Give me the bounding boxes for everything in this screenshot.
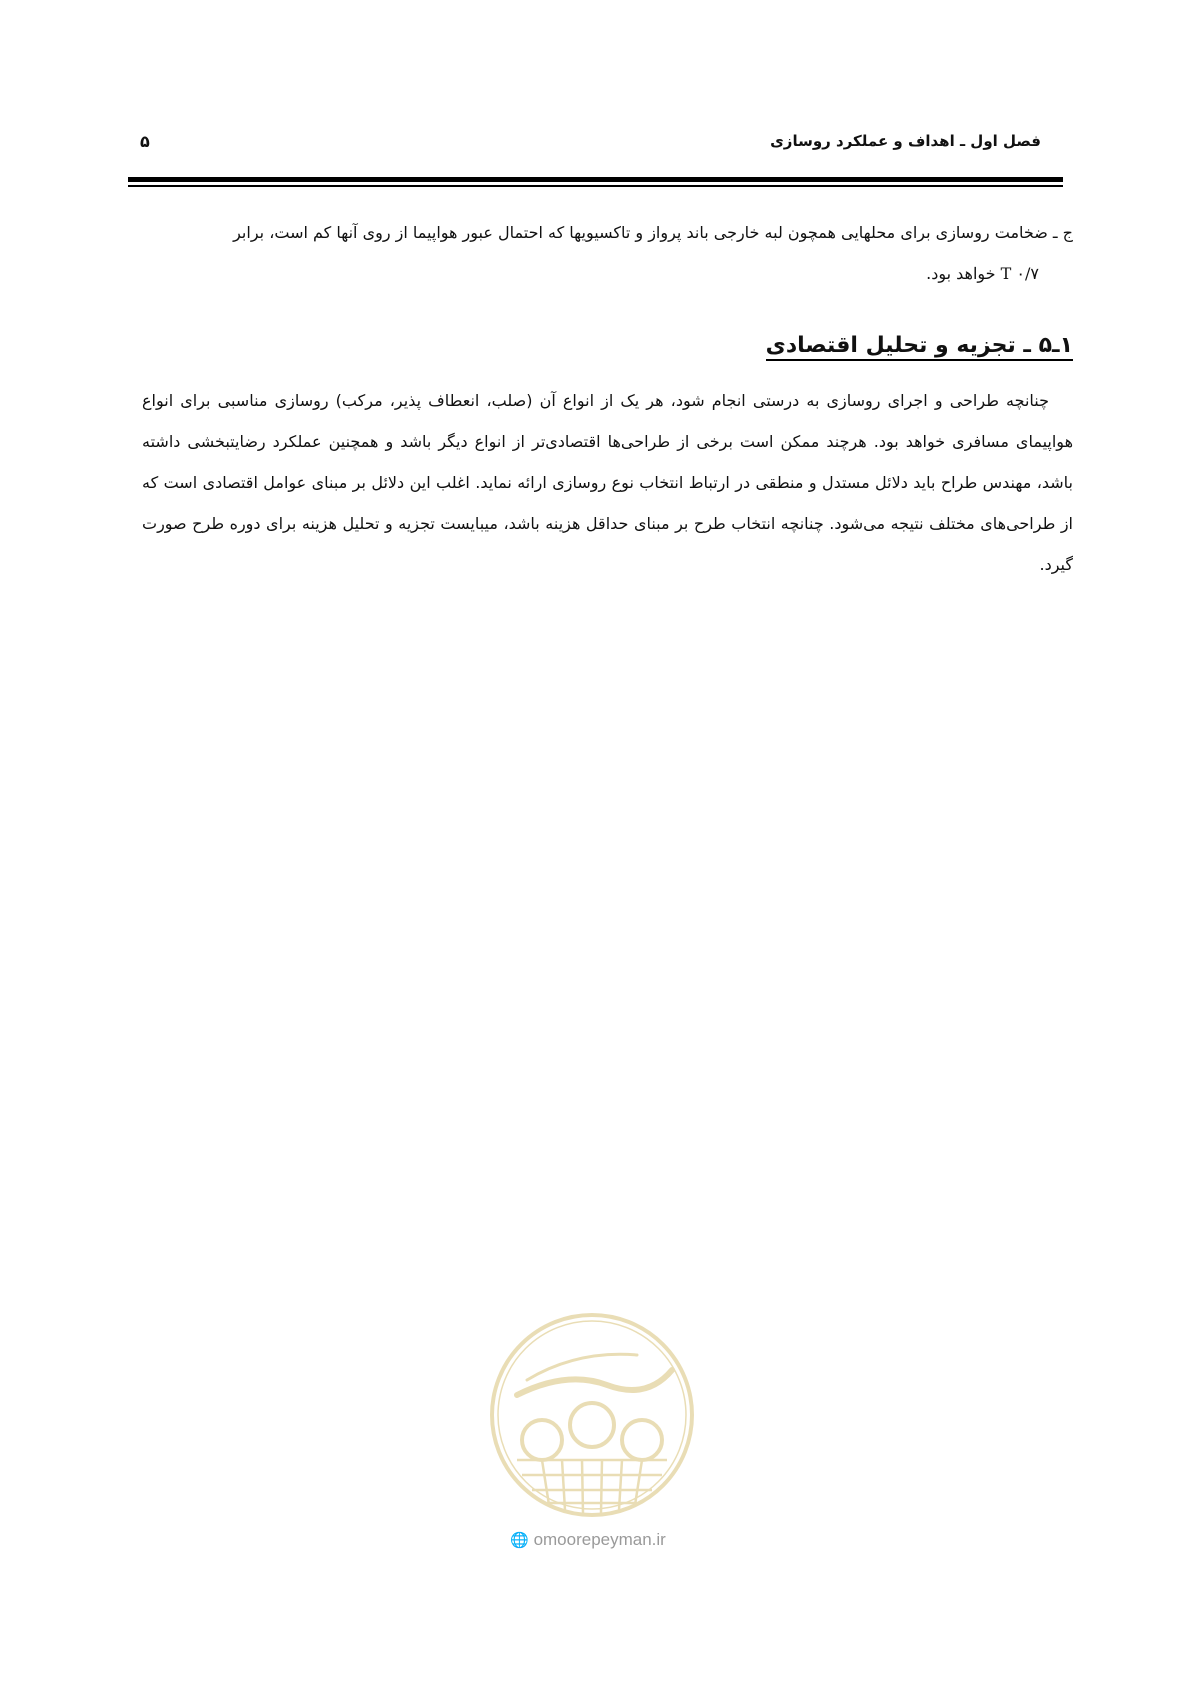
item-c-paragraph — [142, 212, 1073, 294]
header-rule-thin — [128, 185, 1063, 187]
page-header — [140, 126, 1051, 162]
section-heading-text: ۱ـ۵ ـ تجزیه و تحلیل اقتصادی — [766, 333, 1073, 361]
watermark-url-text: omoorepeyman.ir — [533, 1530, 666, 1549]
section-heading — [142, 326, 1073, 366]
page-content — [142, 212, 1073, 585]
item-c-formula-line: ۰/۷ T خواهد بود. — [926, 264, 1039, 283]
watermark-url — [488, 1530, 688, 1550]
globe-icon: 🌐 — [510, 1532, 529, 1549]
header-rule-thick — [128, 177, 1063, 182]
page-number: ۵ — [140, 132, 150, 151]
section-body-paragraph: چنانچه طراحی و اجرای روسازی به درستی انجام شود، هر یک از انواع آن (صلب، انعطاف پذیر، مرکب) روسازی مناسبی برای انواع هواپیمای مسافری خواهد بود. هرچند ممکن است برخی از طراحی‌ها اقتصادی‌تر از انواع دیگر باشد و همچنین عملکرد رضایتبخشی داشته باشد، مهندس طراح باید دلائل مستدل و منطقی در ارتباط انتخاب نوع روسازی ارائه نماید. اغلب این دلائل بر مبنای عوامل اقتصادی است که از طراحی‌های مختلف نتیجه می‌شود. چنانچه انتخاب طرح بر مبنای حداقل هزینه باشد، میبایست تجزیه و تحلیل هزینه برای دوره طرح صورت گیرد. — [142, 391, 1073, 574]
chapter-title: فصل اول ـ اهداف و عملکرد روسازی — [770, 132, 1041, 150]
item-c-text: ج ـ ضخامت روسازی برای محلهایی همچون لبه خارجی باند پرواز و تاکسیویها که احتمال عبور هواپیما از روی آنها کم است، برابر — [233, 223, 1073, 242]
